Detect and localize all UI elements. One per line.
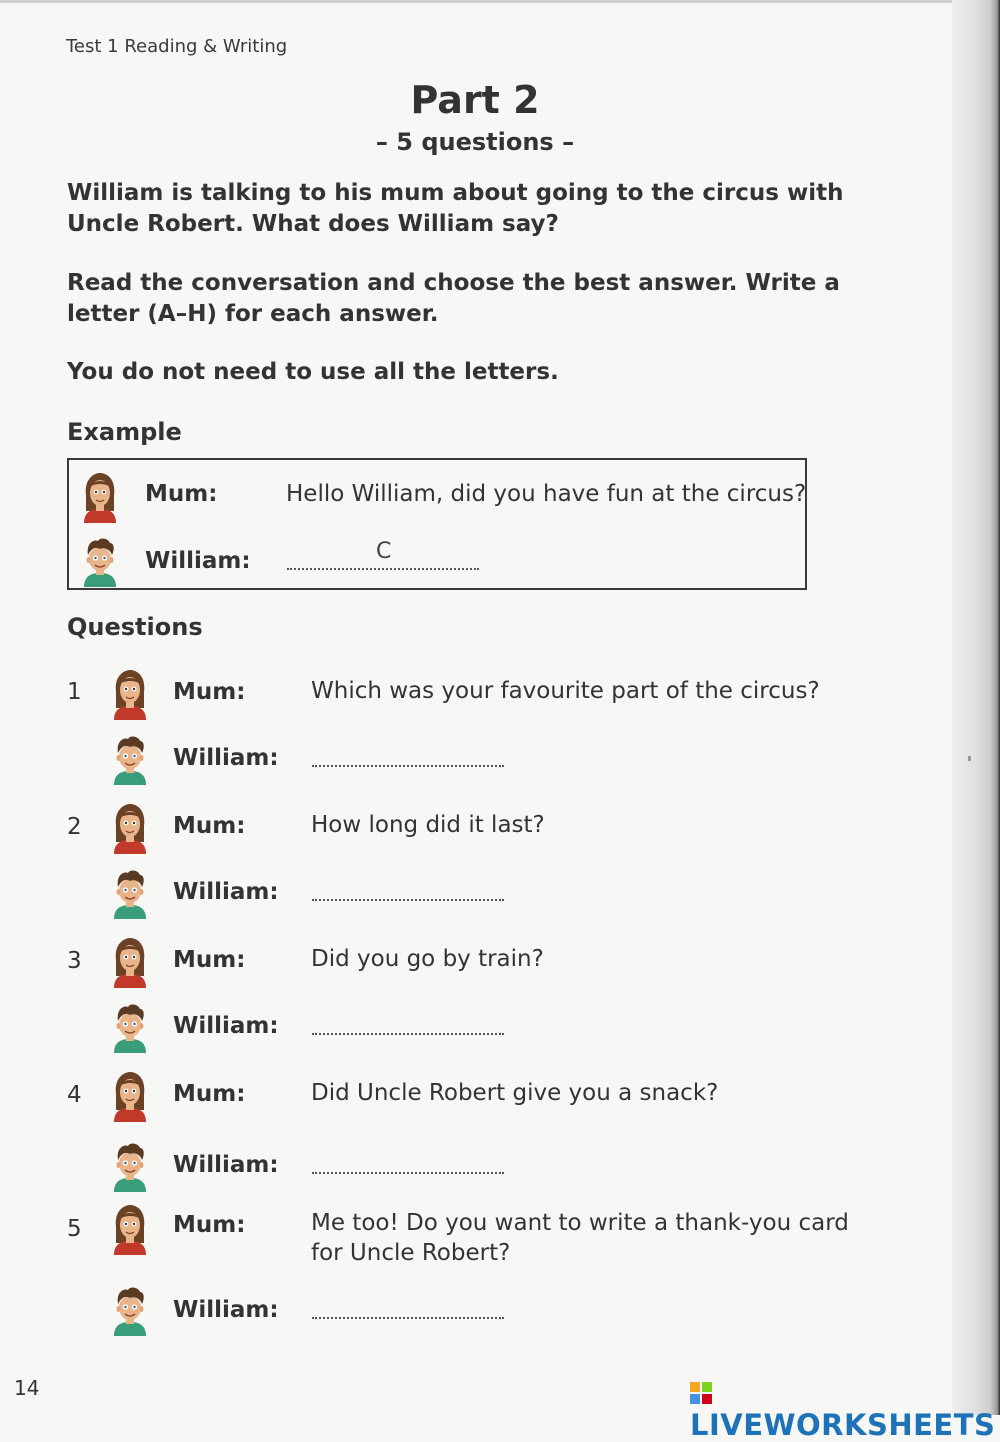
scan-mark [968,756,971,761]
william-face-icon [110,1284,150,1336]
mum-face-icon [110,802,150,854]
intro-paragraph-3: You do not need to use all the letters. [67,359,559,385]
example-answer-line [287,568,479,570]
mum-line: Which was your favourite part of the circus? [311,678,820,704]
answer-input[interactable] [312,765,504,767]
mum-face-icon [80,471,120,523]
william-face-icon [110,733,150,785]
example-mum-line: Hello William, did you have fun at the circus? [286,481,807,507]
william-face-icon [110,867,150,919]
mum-line: Did you go by train? [311,946,544,972]
question-number: 4 [67,1082,82,1108]
answer-input[interactable] [312,899,504,901]
question-number: 5 [67,1216,82,1242]
example-william-label: William: [145,548,251,574]
mum-face-icon [110,668,150,720]
question-number: 3 [67,948,82,974]
question-number: 2 [67,814,82,840]
william-label: William: [173,879,279,905]
part-subtitle: – 5 questions – [375,128,575,156]
mum-face-icon [110,1070,150,1122]
example-mum-label: Mum: [145,481,218,507]
william-label: William: [173,1013,279,1039]
william-face-icon [80,535,120,587]
mum-label: Mum: [173,947,246,973]
example-heading: Example [67,418,182,446]
part-title: Part 2 [410,78,540,122]
question-number: 1 [67,679,82,705]
mum-label: Mum: [173,679,246,705]
william-label: William: [173,1297,279,1323]
intro-paragraph-1: William is talking to his mum about going to the circus with Uncle Robert. What does William say? [67,180,844,237]
answer-input[interactable] [312,1172,504,1174]
mum-line: Me too! Do you want to write a thank-you card for Uncle Robert? [311,1210,849,1266]
logo-text: LIVEWORKSHEETS [690,1408,996,1442]
mum-face-icon [110,936,150,988]
mum-label: Mum: [173,1081,246,1107]
example-answer: C [376,539,392,564]
book-binding-shadow [952,0,1000,1415]
answer-input[interactable] [312,1317,504,1319]
william-face-icon [110,1001,150,1053]
page-top-edge [0,0,1000,3]
mum-line: How long did it last? [311,812,545,838]
answer-input[interactable] [312,1033,504,1035]
mum-face-icon [110,1203,150,1255]
mum-label: Mum: [173,1212,246,1238]
page-number: 14 [14,1376,40,1400]
questions-heading: Questions [67,613,203,641]
william-face-icon [110,1140,150,1192]
page-header: Test 1 Reading & Writing [66,36,288,57]
william-label: William: [173,1152,279,1178]
mum-label: Mum: [173,813,246,839]
liveworksheets-logo-icon [690,1382,712,1404]
mum-line: Did Uncle Robert give you a snack? [311,1080,719,1106]
liveworksheets-logo[interactable] [690,1374,1000,1442]
william-label: William: [173,745,279,771]
intro-paragraph-2: Read the conversation and choose the best answer. Write a letter (A–H) for each answer. [67,270,840,327]
